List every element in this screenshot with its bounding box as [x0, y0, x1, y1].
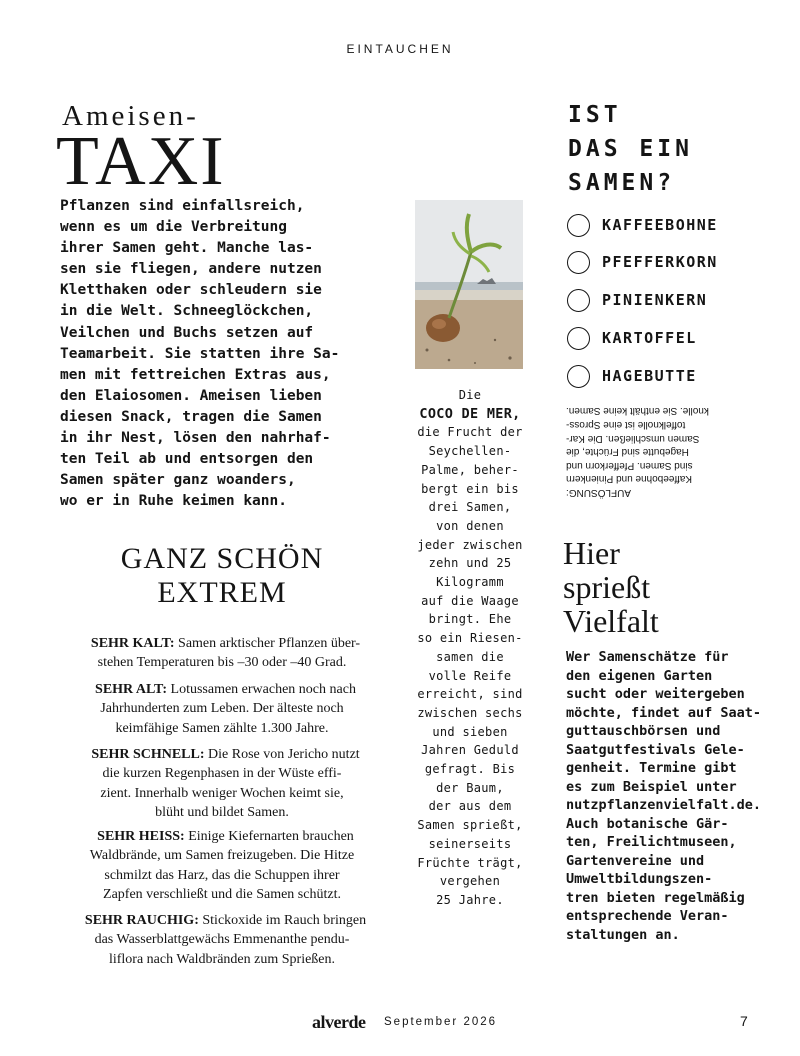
fact-text: Einige Kiefernarten brauchen Waldbrände, um Samen freizugeben. Die Hitze schmilzt das Harz, das die Schuppen ihrer Zapfen verschließt und die Samen schützt. [89, 828, 355, 902]
page-footer [0, 1012, 800, 1032]
fact-label: SEHR HEISS: [97, 828, 185, 844]
quiz-option-pinienkern[interactable] [567, 288, 707, 312]
fact-label: SEHR KALT: [90, 635, 175, 651]
quiz-option-label: PFEFFERKORN [602, 253, 718, 271]
quiz-title: IST DAS EIN SAMEN? [568, 102, 693, 196]
page-number: 7 [740, 1013, 748, 1029]
quiz-option-kartoffel[interactable] [567, 326, 697, 350]
issue-date: September 2026 [384, 1016, 498, 1028]
fact-label: SEHR ALT: [95, 681, 168, 697]
quiz-option-label: HAGEBUTTE [602, 367, 697, 385]
quiz-option-label: PINIENKERN [602, 291, 708, 309]
quiz-option-kaffeebohne[interactable] [567, 213, 718, 237]
empty-circle-icon [567, 365, 590, 388]
caption-body: die Frucht der Seychellen- Palme, beher- bergt ein bis drei Samen, von denen jeder zwischen zehn und 25 Kilogramm auf die Waage bringt. Ehe so ein Riesen- samen die volle Reife erreicht, sind zwischen sechs und sieben Jahren Geduld gefragt. Bis der Baum, der aus dem Samen sprießt, seinerseits Früchte trägt, vergehen 25 Jahre. [417, 425, 523, 907]
fact-label: SEHR RAUCHIG: [84, 912, 199, 928]
fact-text: Die Rose von Jericho nutzt die kurzen Regenphasen in der Wüste effi- zient. Innerhalb weniger Wochen keimt sie, blüht und bildet Samen. [100, 746, 360, 820]
caption-pre: Die [458, 388, 482, 402]
fact-hot [50, 807, 394, 905]
quiz-solution-upside-down: AUFLÖSUNG: Kaffeebohne und Pinienkern sind Samen. Pfefferkorn und Hagebutte sind Früchte, die Samen umschließen. Die Kar- toffelknolle ist eine Spross- knolle. Sie enthält keine Samen. [566, 405, 709, 499]
caption-head: COCO DE MER, [419, 405, 521, 422]
section-label: EINTAUCHEN [346, 42, 454, 56]
article-title: TAXI [56, 123, 226, 200]
fact-smoky [50, 891, 394, 969]
vielfalt-body: Wer Samenschätze für den eigenen Garten sucht oder weitergeben möchte, findet auf Saat- guttauschbörsen und Saatgutfestivals Gele- genheit. Termine gibt es zum Beispiel unter nutzpflanzenvielfalt.de. Auch botanische Gär- ten, Freilichtmuseen, Gartenvereine und Umweltbildungszen- tren bieten regelmäßig entsprechende Veran- staltungen an. [566, 649, 762, 943]
quiz-option-label: KARTOFFEL [602, 329, 697, 347]
fact-text: Samen arktischer Pflanzen über- stehen Temperaturen bis –30 oder –40 Grad. [97, 635, 361, 670]
fact-text: Lotussamen erwachen noch nach Jahrhunderten zum Leben. Der älteste noch keimfähige Samen zählte 1.300 Jahre. [100, 681, 356, 736]
quiz-option-hagebutte[interactable] [567, 364, 697, 388]
photo-caption [400, 386, 540, 910]
empty-circle-icon [567, 251, 590, 274]
quiz-option-pfefferkorn[interactable] [567, 250, 718, 274]
empty-circle-icon [567, 214, 590, 237]
extrem-heading: GANZ SCHÖN EXTREM [120, 542, 324, 609]
quiz-option-label: KAFFEEBOHNE [602, 216, 718, 234]
article-kicker: Ameisen- [62, 100, 199, 132]
coconut-seedling-photo [415, 200, 523, 369]
fact-label: SEHR SCHNELL: [91, 746, 205, 762]
fact-text: Stickoxide im Rauch bringen das Wasserblattgewächs Emmenanthe pendu- liflora nach Waldbränden zum Sprießen. [94, 912, 367, 967]
vielfalt-heading: Hier sprießt Vielfalt [563, 535, 659, 639]
brand-logo: alverde [312, 1012, 366, 1032]
empty-circle-icon [567, 289, 590, 312]
article-intro: Pflanzen sind einfallsreich, wenn es um die Verbreitung ihrer Samen geht. Manche las- sen sie fliegen, andere nutzen Kletthaken oder schleudern sie in die Welt. Schneeglöckchen, Veilchen und Buchs setzen auf Teamarbeit. Sie statten ihre Sa- men mit fettreichen Extras aus, den Elaiosomen. Ameisen lieben diesen Snack, tragen die Samen in ihr Nest, lösen den nahrhaf- ten Teil ab und entsorgen den Samen später ganz woanders, wo er in Ruhe keimen kann. [60, 198, 340, 510]
empty-circle-icon [567, 327, 590, 350]
